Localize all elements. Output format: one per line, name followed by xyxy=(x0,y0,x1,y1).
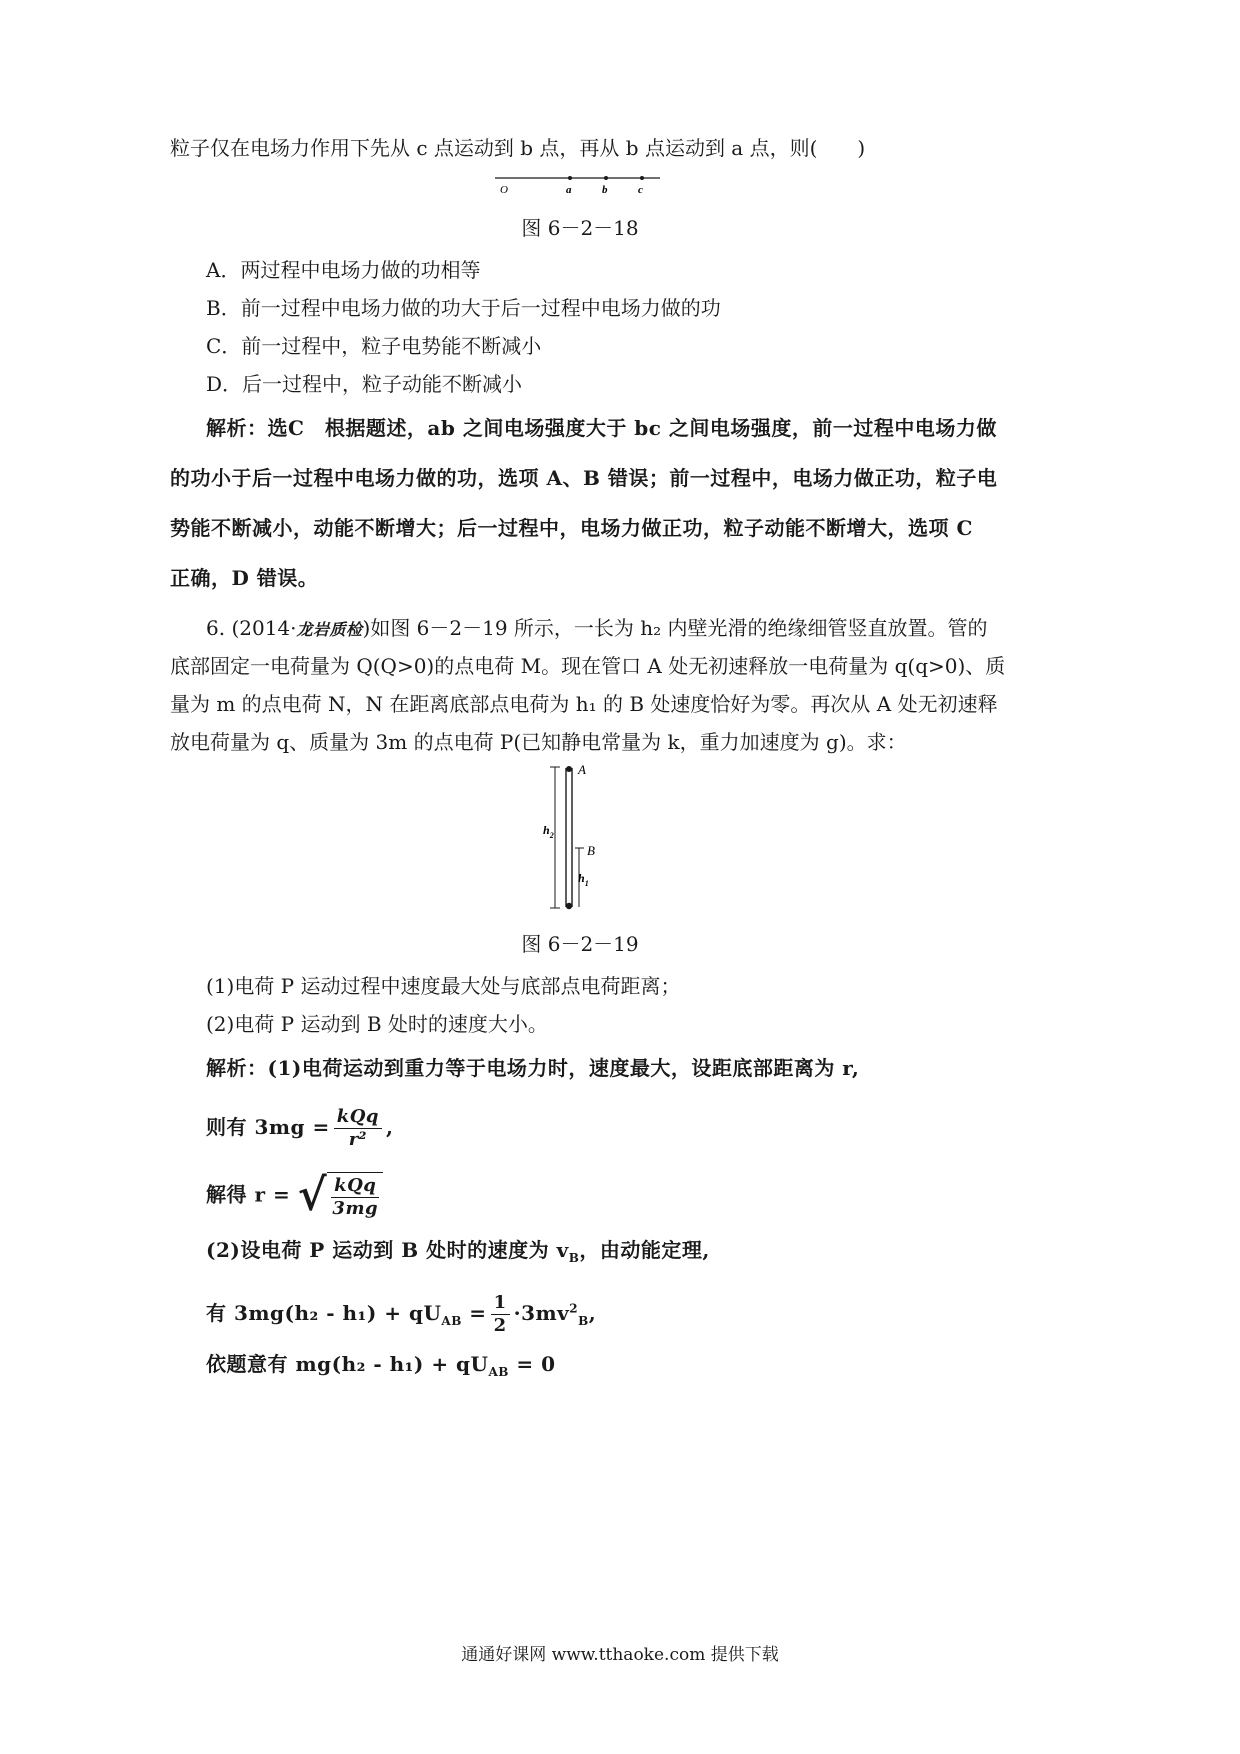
label-h1: $h_1$ xyxy=(578,871,589,888)
point-a-dot xyxy=(568,176,572,180)
point-c-dot xyxy=(640,176,644,180)
solution-line-2: 的功小于后一过程中电场力做的功，选项 A、B 错误；前一过程中，电场力做正功，粒子电 xyxy=(170,466,998,490)
option-d: D．后一过程中，粒子动能不断减小 xyxy=(206,372,523,396)
option-a: A．两过程中电场力做的功相等 xyxy=(206,258,481,282)
problem-6-line-1 xyxy=(206,614,988,644)
square-root: √ $\frac{\text{kQq}}{3mg}$ xyxy=(298,1172,384,1220)
fraction-kQq-r2: $\frac{\text{kQq}}{\text{r²}}$ xyxy=(334,1106,382,1151)
label-b: b xyxy=(602,184,608,196)
answer-line-1: 解析：(1)电荷运动到重力等于电场力时，速度最大，设距底部距离为 r, xyxy=(206,1056,860,1080)
label-B: B xyxy=(587,843,595,858)
solution-line-3: 势能不断减小，动能不断增大；后一过程中，电场力做正功，粒子动能不断增大，选项 C xyxy=(170,516,973,540)
label-O: O xyxy=(500,184,508,196)
label-A: A xyxy=(578,762,586,777)
label-c: c xyxy=(638,184,643,196)
answer-line-5: 有 $3mg(h_2 - h_1) + qU_{AB}$ = $\frac{1}{2}$ $\cdot 3mv^2_B$, xyxy=(206,1292,597,1336)
page-footer: 通通好课网 www.tthaoke.com 提供下载 xyxy=(461,1645,779,1665)
figure-6-2-19 xyxy=(540,762,620,914)
question-1: (1)电荷 P 运动过程中速度最大处与底部点电荷距离； xyxy=(206,974,681,998)
solution-line-4: 正确，D 错误。 xyxy=(170,566,319,590)
figure-caption-6-2-19: 图 6－2－19 xyxy=(521,932,639,956)
answer-line-6: 依题意有 $mg(h_2 - h_1) + qU_{AB} = 0$ xyxy=(206,1352,556,1379)
problem-6-line-4: 放电荷量为 q、质量为 3m 的点电荷 P(已知静电常量为 k，重力加速度为 g)。求： xyxy=(170,730,907,754)
question-2: (2)电荷 P 运动到 B 处时的速度大小。 xyxy=(206,1012,548,1036)
option-b: B．前一过程中电场力做的功大于后一过程中电场力做的功 xyxy=(206,296,721,320)
label-a: a xyxy=(566,184,572,196)
problem-6-line-3: 量为 m 的点电荷 N，N 在距离底部点电荷为 h₁ 的 B 处速度恰好为零。再次从 A 处无初速释 xyxy=(170,692,998,716)
option-c: C．前一过程中，粒子电势能不断减小 xyxy=(206,334,542,358)
problem-number: 6. (2014· xyxy=(206,616,297,640)
solution-line-1: 解析：选C 根据题述，ab 之间电场强度大于 bc 之间电场强度，前一过程中电场力做 xyxy=(206,416,997,440)
fraction-one-half: $\frac{1}{2}$ xyxy=(491,1292,510,1337)
point-A-dot xyxy=(566,766,572,772)
answer-line-4: (2)设电荷 P 运动到 B 处时的速度为 $v_B$，由动能定理, xyxy=(206,1238,710,1265)
question-stem-line: 粒子仅在电场力作用下先从 c 点运动到 b 点，再从 b 点运动到 a 点，则( ) xyxy=(170,136,866,160)
label-h2: $h_2$ xyxy=(543,823,554,840)
answer-line-2: 则有 3mg = $\frac{\text{kQq}}{\text{r²}}$ , xyxy=(206,1106,394,1150)
figure-caption-6-2-18: 图 6－2－18 xyxy=(521,216,639,240)
charge-M-dot xyxy=(566,903,572,909)
problem-6-line-2: 底部固定一电荷量为 Q(Q>0)的点电荷 M。现在管口 A 处无初速释放一电荷量为 q(q>0)、质 xyxy=(170,654,1006,678)
figure-6-2-18 xyxy=(490,168,670,198)
answer-line-3: 解得 r = √ $\frac{\text{kQq}}{3mg}$ xyxy=(206,1172,383,1220)
problem-source: 龙岩质检 xyxy=(296,620,363,639)
point-b-dot xyxy=(604,176,608,180)
problem-6-text-1: )如图 6－2－19 所示，一长为 h₂ 内壁光滑的绝缘细管竖直放置。管的 xyxy=(362,616,988,640)
